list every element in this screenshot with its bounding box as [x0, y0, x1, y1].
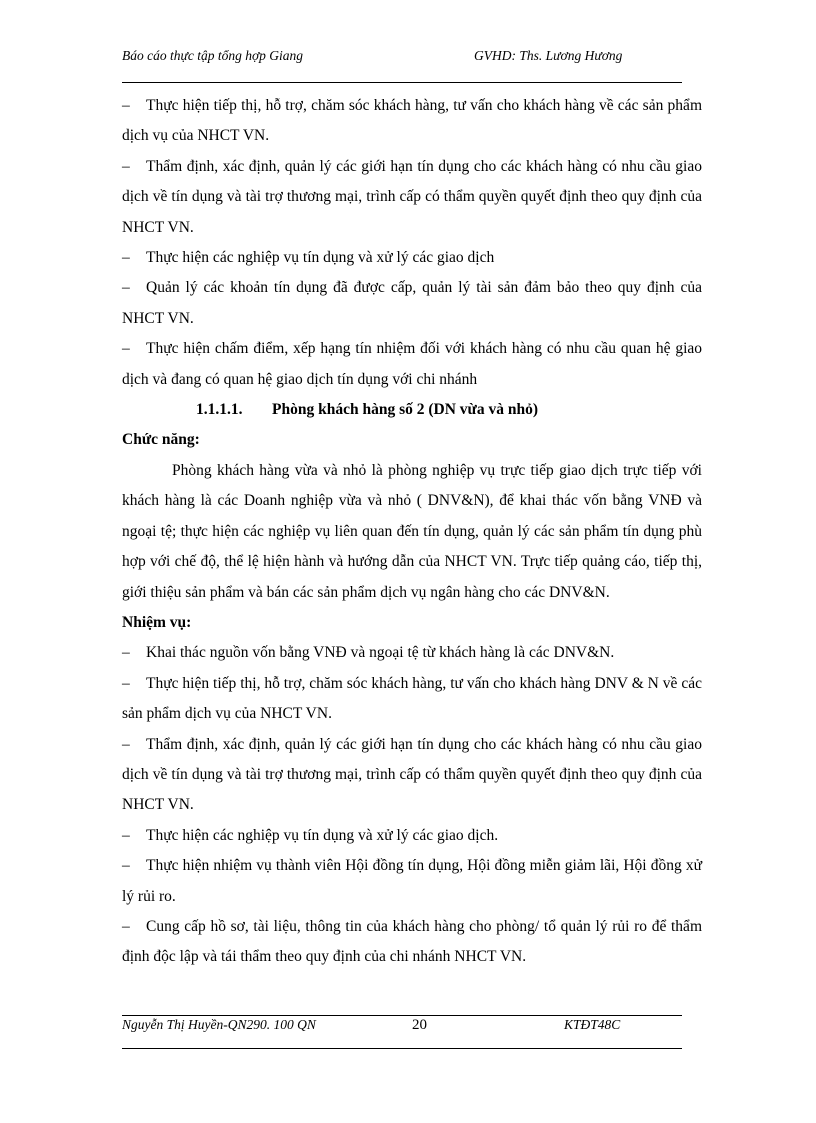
- bullet-item: – Thực hiện tiếp thị, hỗ trợ, chăm sóc khách hàng, tư vấn cho khách hàng về các sản phẩm dịch vụ của NHCT VN.: [122, 91, 702, 152]
- bullet-dash: –: [122, 826, 130, 844]
- bullet-item: – Thẩm định, xác định, quản lý các giới hạn tín dụng cho các khách hàng có nhu cầu giao dịch về tín dụng và tài trợ thương mại, trình cấp có thẩm quyền quyết định theo quy định của NHCT VN.: [122, 152, 702, 243]
- page-footer: [122, 1015, 682, 1051]
- bullet-dash: –: [122, 279, 130, 297]
- document-body: [122, 91, 702, 973]
- bullet-item: – Thực hiện các nghiệp vụ tín dụng và xử lý các giao dịch.: [122, 821, 702, 851]
- bullet-item: – Quản lý các khoản tín dụng đã được cấp, quản lý tài sản đảm bảo theo quy định của NHCT VN.: [122, 273, 702, 334]
- bullet-item: – Thực hiện các nghiệp vụ tín dụng và xử lý các giao dịch: [122, 243, 702, 273]
- bullet-dash: –: [122, 97, 130, 114]
- footer-top-rule: [122, 1015, 682, 1016]
- header-rule: [122, 82, 682, 83]
- heading-title: Phòng khách hàng số 2 (DN vừa và nhỏ): [272, 401, 538, 419]
- footer-class-code: KTĐT48C: [564, 1017, 621, 1032]
- function-label: Chức năng:: [122, 431, 200, 449]
- bullet-dash: –: [122, 917, 130, 935]
- bullet-item: – Thực hiện tiếp thị, hỗ trợ, chăm sóc khách hàng, tư vấn cho khách hàng DNV & N về các sản phẩm dịch vụ của NHCT VN.: [122, 669, 702, 730]
- bullet-item: – Cung cấp hồ sơ, tài liệu, thông tin của khách hàng cho phòng/ tổ quản lý rủi ro để thẩm định độc lập và tái thẩm theo quy định của chi nhánh NHCT VN.: [122, 912, 702, 973]
- bullet-dash: –: [122, 157, 130, 175]
- bullet-dash: –: [122, 249, 130, 267]
- bullet-dash: –: [122, 644, 130, 662]
- bullet-dash: –: [122, 674, 130, 692]
- footer-author: Nguyễn Thị Huyền-QN290. 100 QN: [122, 1017, 316, 1032]
- bullet-item: – Khai thác nguồn vốn bằng VNĐ và ngoại tệ từ khách hàng là các DNV&N.: [122, 638, 702, 668]
- bullet-item: – Thực hiện nhiệm vụ thành viên Hội đồng tín dụng, Hội đồng miễn giảm lãi, Hội đồng xử lý rủi ro.: [122, 851, 702, 912]
- header-report-title: Báo cáo thực tập tổng hợp Giang: [122, 48, 304, 63]
- function-paragraph: Phòng khách hàng vừa và nhỏ là phòng nghiệp vụ trực tiếp giao dịch trực tiếp với khách hàng là các Doanh nghiệp vừa và nhỏ ( DNV&N), để khai thác vốn bằng VNĐ và ngoại tệ; thực hiện các nghiệp vụ liên quan đến tín dụng, quản lý các sản phẩm tín dụng phù hợp với chế độ, thể lệ hiện hành và hướng dẫn của NHCT VN. Trực tiếp quảng cáo, tiếp thị, giới thiệu sản phẩm và bán các sản phẩm dịch vụ ngân hàng cho các DNV&N.: [122, 461, 702, 601]
- bullet-item: – Thẩm định, xác định, quản lý các giới hạn tín dụng cho các khách hàng có nhu cầu giao dịch về tín dụng và tài trợ thương mại, trình cấp có thẩm quyền quyết định theo quy định của NHCT VN.: [122, 730, 702, 821]
- section-heading: [122, 395, 702, 425]
- footer-bottom-rule: [122, 1048, 682, 1049]
- page-header: [122, 48, 682, 82]
- header-supervisor: GVHD: Ths. Lương Hương: [474, 48, 623, 63]
- bullet-dash: –: [122, 857, 130, 875]
- duties-label: Nhiệm vụ:: [122, 613, 192, 631]
- page-number: 20: [412, 1017, 427, 1033]
- bullet-dash: –: [122, 340, 130, 358]
- heading-number: 1.1.1.1.: [196, 401, 243, 419]
- bullet-item: – Thực hiện chấm điểm, xếp hạng tín nhiệm đối với khách hàng có nhu cầu quan hệ giao dịch và đang có quan hệ giao dịch tín dụng với chi nhánh: [122, 334, 702, 395]
- bullet-dash: –: [122, 735, 130, 753]
